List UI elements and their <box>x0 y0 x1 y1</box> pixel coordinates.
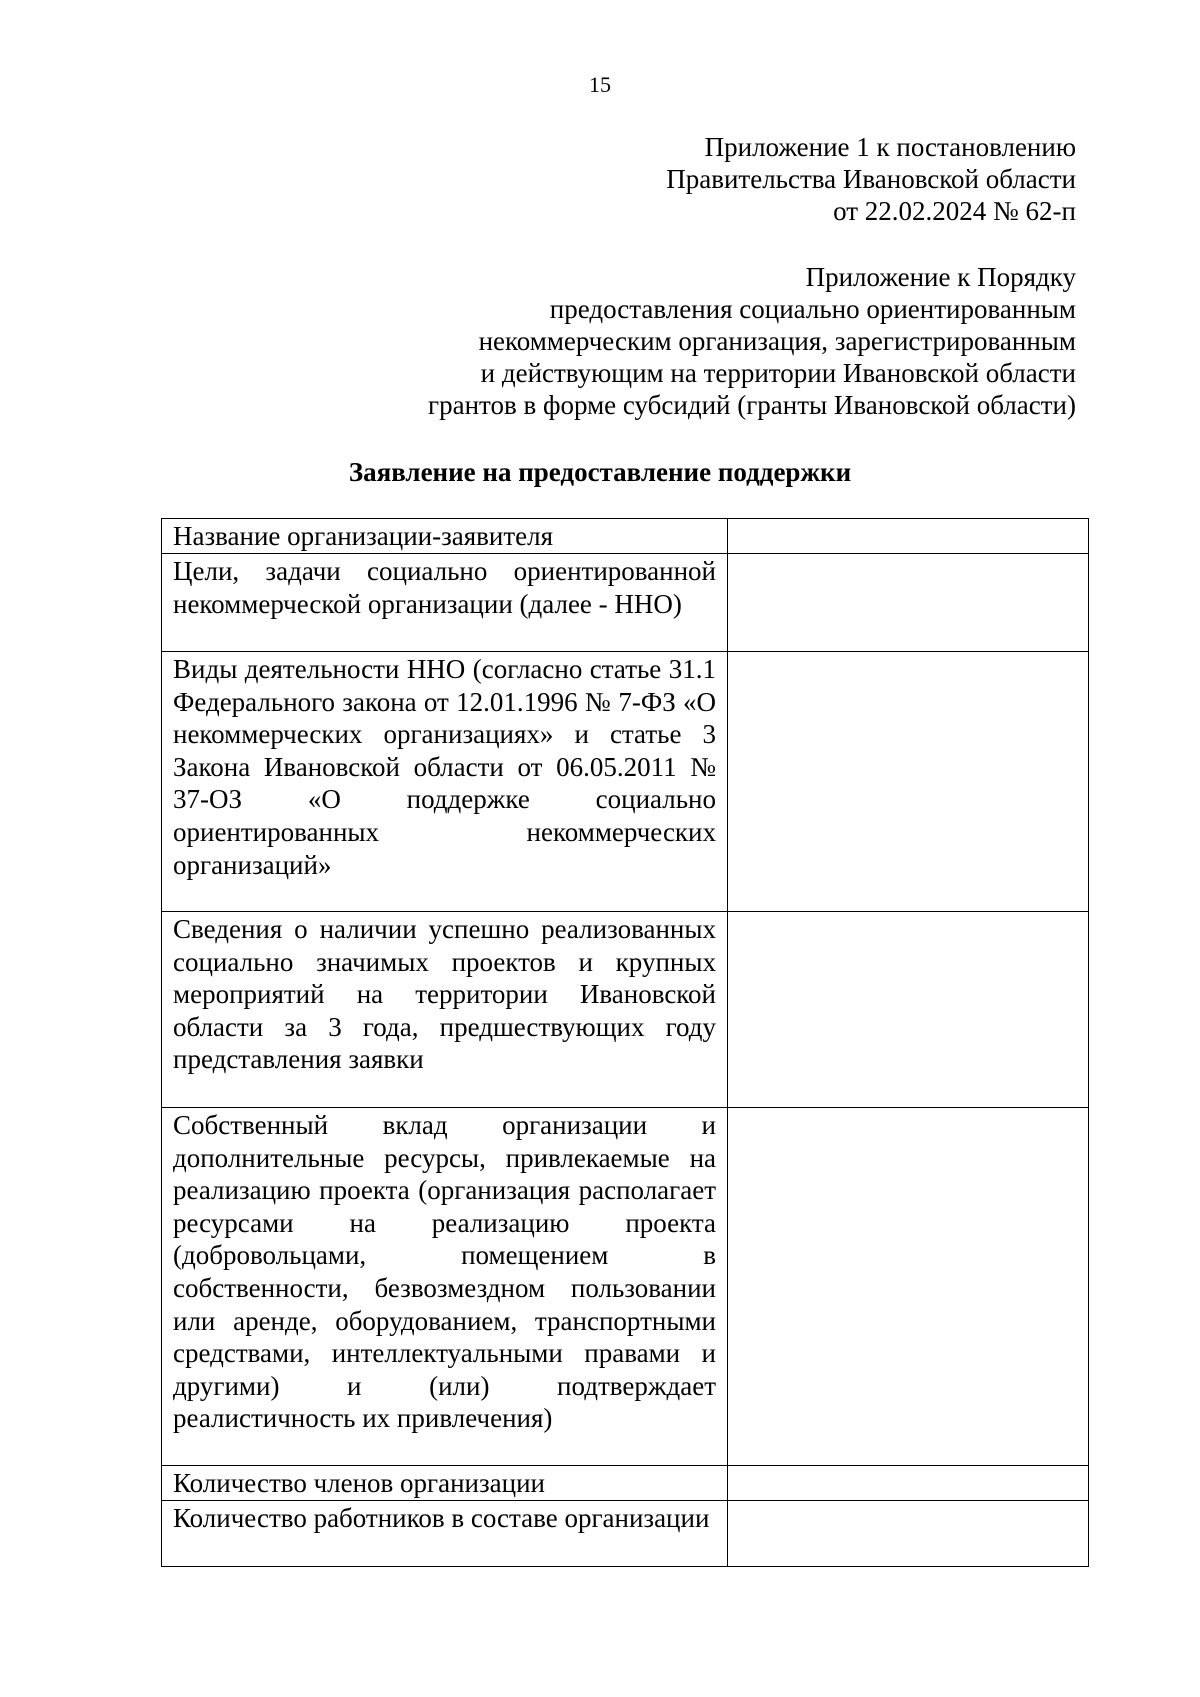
field-label: Сведения о наличии успешно реализованных социально значимых проектов и крупных мероприятий на территории Ивановской области за 3 года, предшествующих году представления заявки <box>162 912 728 1108</box>
table-row <box>162 912 1089 1108</box>
table-row <box>162 1108 1089 1466</box>
field-value-cell[interactable] <box>728 1466 1089 1501</box>
field-label: Количество членов организации <box>162 1466 728 1501</box>
appendix-header <box>666 131 1076 227</box>
procedure-header-line: и действующим на территории Ивановской области <box>480 358 1076 388</box>
appendix-header-line: Приложение 1 к постановлению <box>704 132 1076 162</box>
document-title: Заявление на предоставление поддержки <box>348 457 852 487</box>
page-number: 15 <box>589 72 611 97</box>
field-value-cell[interactable] <box>728 519 1089 554</box>
field-value-cell[interactable] <box>728 652 1089 912</box>
table-row <box>162 1466 1089 1501</box>
field-value-cell[interactable] <box>728 554 1089 652</box>
appendix-header-line: Правительства Ивановской области <box>666 164 1076 194</box>
field-value-cell[interactable] <box>728 1108 1089 1466</box>
procedure-header-line: предоставления социально ориентированным <box>549 294 1076 324</box>
field-label: Количество работников в составе организации <box>162 1501 728 1567</box>
application-form-table <box>161 518 1089 1567</box>
table-row <box>162 1501 1089 1567</box>
appendix-header-line: от 22.02.2024 № 62-п <box>833 196 1076 226</box>
table-row <box>162 652 1089 912</box>
table-row <box>162 554 1089 652</box>
field-label: Цели, задачи социально ориентированной некоммерческой организации (далее - ННО) <box>162 554 728 652</box>
field-label: Название организации-заявителя <box>162 519 728 554</box>
procedure-header-line: некоммерческим организация, зарегистрированным <box>478 326 1076 356</box>
procedure-header-line: грантов в форме субсидий (гранты Ивановской области) <box>428 390 1076 420</box>
procedure-header <box>428 261 1076 421</box>
field-value-cell[interactable] <box>728 912 1089 1108</box>
procedure-header-line: Приложение к Порядку <box>805 262 1076 292</box>
field-value-cell[interactable] <box>728 1501 1089 1567</box>
field-label: Собственный вклад организации и дополнительные ресурсы, привлекаемые на реализацию проекта (организация располагает ресурсами на реализацию проекта (добровольцами, помещением в собственности, безвозмездном пользовании или аренде, оборудованием, транспортными средствами, интеллектуальными правами и другими) и (или) подтверждает реалистичность их привлечения) <box>162 1108 728 1466</box>
table-row <box>162 519 1089 554</box>
field-label: Виды деятельности ННО (согласно статье 31.1 Федерального закона от 12.01.1996 № 7-ФЗ «О некоммерческих организациях» и статье 3 Закона Ивановской области от 06.05.2011 № 37-ОЗ «О поддержке социально ориентированных некоммерческих организаций» <box>162 652 728 912</box>
